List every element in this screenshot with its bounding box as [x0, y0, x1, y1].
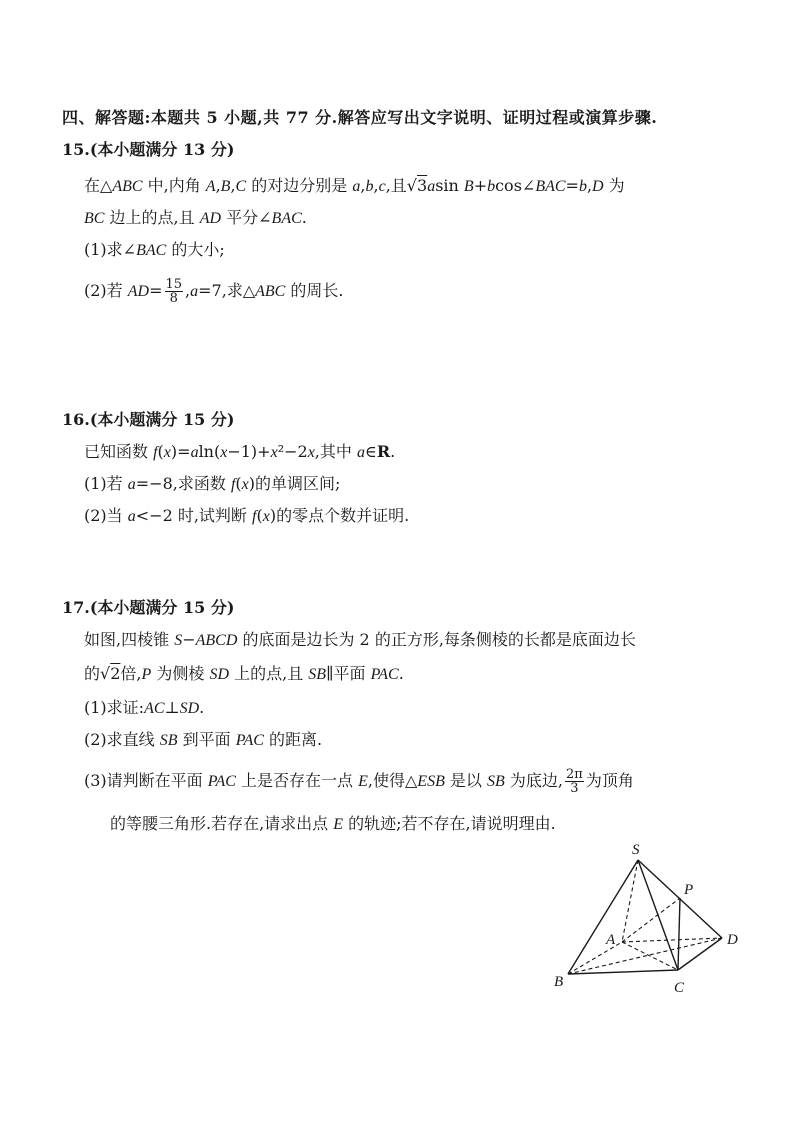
label-B: B — [554, 974, 564, 990]
label-C: C — [674, 980, 685, 996]
label-D: D — [727, 932, 738, 948]
fraction-15-8: $\frac{15}{8}$ — [165, 277, 183, 306]
q15-part2: (2)若 AD= $\frac{15}{8}$ ,a=7,求△ABC 的周长. — [84, 277, 344, 306]
q16-statement: 已知函数 f(x)=aln(x−1)+x²−2x,其中 a∈R. — [84, 442, 396, 461]
q17-statement-line2: 的√2倍,P 为侧棱 SD 上的点,且 SB∥平面 PAC. — [84, 664, 404, 683]
edge-SB — [568, 860, 638, 974]
edge-PC — [678, 898, 680, 970]
q16-part1: (1)若 a=−8,求函数 f(x)的单调区间; — [84, 474, 341, 493]
section-title: 四、解答题:本题共 5 小题,共 77 分.解答应写出文字说明、证明过程或演算步骤. — [62, 108, 658, 127]
q15-header: 15.(本小题满分 13 分) — [62, 140, 235, 159]
edge-BD — [568, 938, 722, 974]
fraction-2pi-3: $\frac{2\pi}{3}$ — [566, 767, 583, 796]
label-S: S — [632, 842, 640, 858]
q17-part3-line2: 的等腰三角形.若存在,请求出点 E 的轨迹;若不存在,请说明理由. — [110, 814, 556, 833]
q16-part2: (2)当 a<−2 时,试判断 f(x)的零点个数并证明. — [84, 506, 410, 525]
q17-part2: (2)求直线 SB 到平面 PAC 的距离. — [84, 730, 323, 749]
q17-part3-line1: (3)请判断在平面 PAC 上是否存在一点 E,使得△ESB 是以 SB 为底边, $\frac{2\pi}{3}$ 为顶角 — [84, 767, 634, 796]
pyramid-figure — [540, 840, 760, 1000]
q15-part1: (1)求∠BAC 的大小; — [84, 240, 225, 259]
q15-statement-line2: BC 边上的点,且 AD 平分∠BAC. — [84, 208, 307, 227]
q17-header: 17.(本小题满分 15 分) — [62, 598, 235, 617]
q17-part1: (1)求证:AC⊥SD. — [84, 698, 205, 717]
q16-header: 16.(本小题满分 15 分) — [62, 410, 235, 429]
label-P: P — [684, 882, 694, 898]
edge-AP — [622, 898, 680, 942]
label-A: A — [606, 932, 616, 948]
q15-statement-line1: 在△ABC 中,内角 A,B,C 的对边分别是 a,b,c,且√3asin B+bcos∠BAC=b,D 为 — [84, 176, 625, 195]
q17-statement-line1: 如图,四棱锥 S−ABCD 的底面是边长为 2 的正方形,每条侧棱的长都是底面边长 — [84, 630, 636, 649]
